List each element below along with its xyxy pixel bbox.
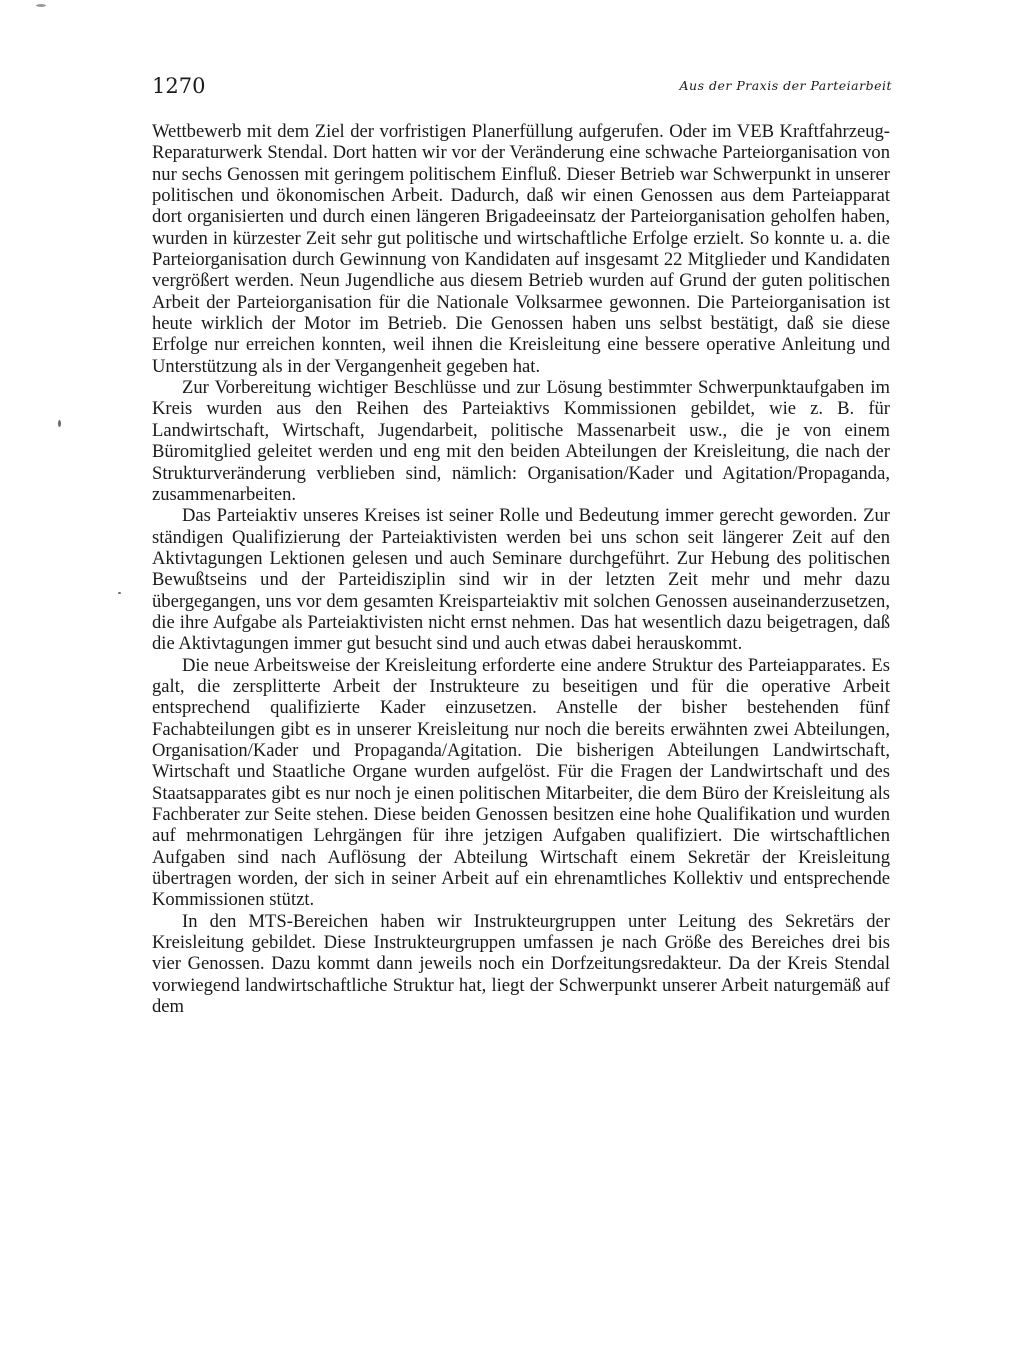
page-header	[152, 73, 892, 103]
paragraph-4: Die neue Arbeitsweise der Kreisleitung erforderte eine andere Struktur des Parteiapparates. Es galt, die zersplitterte Arbeit der Instrukteure zu beseitigen und für die operative Arbeit entsprechend qualifizierte Kader einzusetzen. Anstelle der bisher bestehenden fünf Fachabteilungen gibt es in unserer Kreisleitung nur noch die bereits erwähnten zwei Abteilungen, Organisation/Kader und Propaganda/Agitation. Die bisherigen Abteilungen Landwirtschaft, Wirtschaft und Staatliche Organe wurden aufgelöst. Für die Fragen der Landwirtschaft und des Staatsapparates gibt es nur noch je einen politischen Mitarbeiter, die dem Büro der Kreisleitung als Fachberater zur Seite stehen. Diese beiden Genossen besitzen eine hohe Qualifikation und wurden auf mehrmonatigen Lehrgängen für ihre jetzigen Aufgaben qualifiziert. Die wirtschaftlichen Aufgaben sind nach Auflösung der Abteilung Wirtschaft einem Sekretär der Kreisleitung übertragen worden, der sich in seiner Arbeit auf ein ehrenamtliches Kollektiv und entsprechende Kommissionen stützt.	[152, 654, 890, 911]
margin-speck	[36, 4, 46, 7]
running-title: Aus der Praxis der Parteiarbeit	[679, 78, 892, 93]
paragraph-1: Wettbewerb mit dem Ziel der vorfristigen Planerfüllung aufgerufen. Oder im VEB Kraftfahrzeug-Reparaturwerk Stendal. Dort hatten wir vor der Veränderung eine schwache Parteiorganisation von nur sechs Genossen mit geringem politischem Einfluß. Dieser Betrieb war Schwerpunkt in unserer politischen und ökonomischen Arbeit. Dadurch, daß wir einen Genossen aus dem Parteiapparat dort organisierten und durch einen längeren Brigadeeinsatz der Parteiorganisation geholfen haben, wurden in kürzester Zeit sehr gut politische und wirtschaftliche Erfolge erzielt. So konnte u. a. die Parteiorganisation durch Gewinnung von Kandidaten auf insgesamt 22 Mitglieder und Kandidaten vergrößert werden. Neun Jugendliche aus diesem Betrieb wurden auf Grund der guten politischen Arbeit der Parteiorganisation für die Nationale Volksarmee gewonnen. Die Parteiorganisation ist heute wirklich der Motor im Betrieb. Die Genossen haben uns selbst bestätigt, daß sie diese Erfolge nur erreichen konnten, weil ihnen die Kreisleitung eine bessere operative Anleitung und Unterstützung als in der Vergangenheit gegeben hat.	[152, 121, 890, 377]
page-number: 1270	[152, 74, 206, 98]
body-text	[152, 121, 890, 1017]
margin-speck	[58, 420, 61, 427]
paragraph-3: Das Parteiaktiv unseres Kreises ist seiner Rolle und Bedeutung immer gerecht geworden. Zur ständigen Qualifizierung der Parteiaktivisten werden bei uns schon seit längerer Zeit auf den Aktivtagungen Lektionen gelesen und auch Seminare durchgeführt. Zur Hebung des politischen Bewußtseins und der Parteidisziplin sind wir in der letzten Zeit mehr und mehr dazu übergegangen, uns vor dem gesamten Kreisparteiaktiv mit solchen Genossen auseinanderzusetzen, die ihre Aufgabe als Parteiaktivisten nicht ernst nehmen. Das hat wesentlich dazu beigetragen, daß die Aktivtagungen immer gut besucht sind und auch etwas dabei herauskommt.	[152, 505, 890, 655]
paragraph-5: In den MTS-Bereichen haben wir Instrukteurgruppen unter Leitung des Sekretärs der Kreisleitung gebildet. Diese Instrukteurgruppen umfassen je nach Größe des Bereiches drei bis vier Genossen. Dazu kommt dann jeweils noch ein Dorfzeitungsredakteur. Da der Kreis Stendal vorwiegend landwirtschaftliche Struktur hat, liegt der Schwerpunkt unserer Arbeit naturgemäß auf dem	[152, 910, 890, 1018]
margin-speck	[118, 592, 121, 594]
paragraph-2: Zur Vorbereitung wichtiger Beschlüsse und zur Lösung bestimmter Schwerpunktaufgaben im Kreis wurden aus den Reihen des Parteiaktivs Kommissionen gebildet, wie z. B. für Landwirtschaft, Wirtschaft, Jugendarbeit, politische Massenarbeit usw., die je von einem Büromitglied geleitet werden und eng mit den beiden Abteilungen der Kreisleitung, die nach der Strukturveränderung verblieben sind, nämlich: Organisation/Kader und Agitation/Propaganda, zusammenarbeiten.	[152, 377, 890, 505]
